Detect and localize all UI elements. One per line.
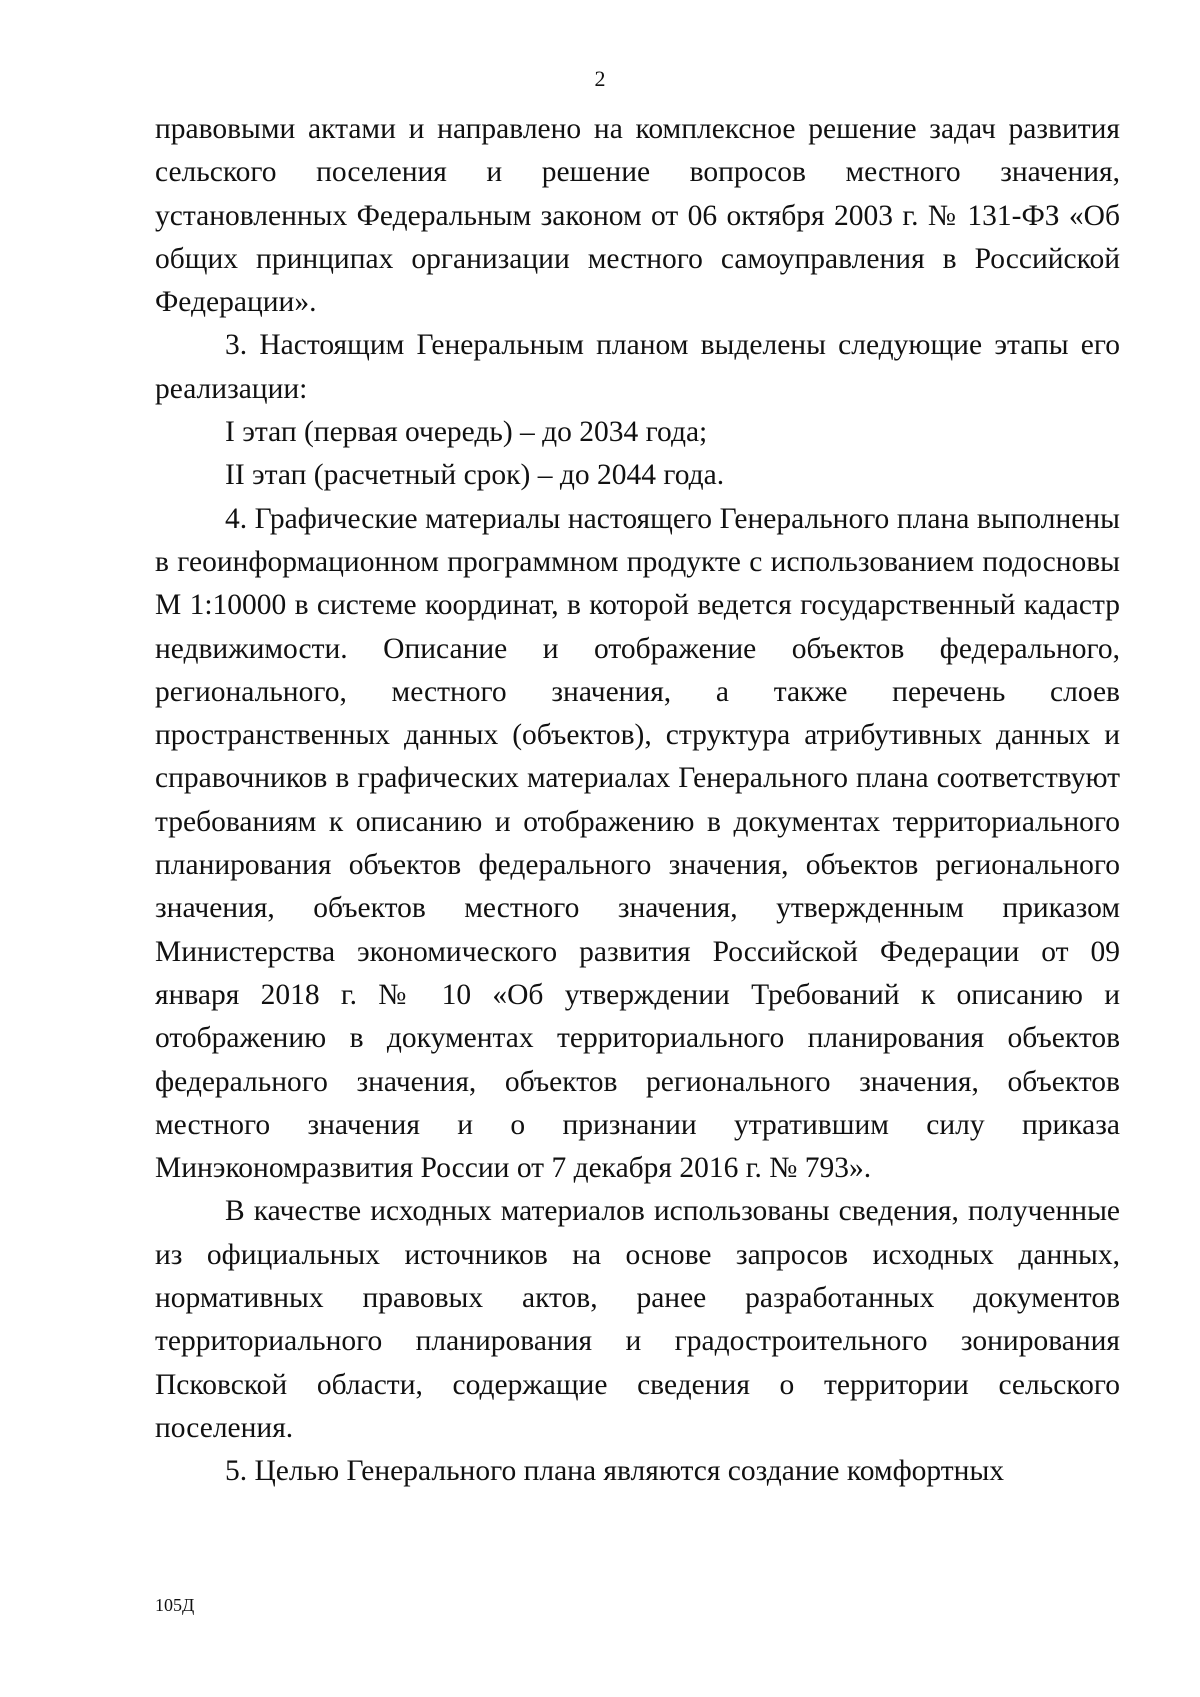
paragraph-source-materials: В качестве исходных материалов использованы сведения, полученные из официальных источников на основе запросов исходных данных, нормативных правовых актов, ранее разработанных документов территориального планирования и градостроительного зонирования Псковской области, содержащие сведения о территории сельского поселения. xyxy=(155,1195,1120,1444)
paragraph-continuation: правовыми актами и направлено на комплексное решение задач развития сельского поселения и решение вопросов местного значения, установленных Федеральным законом от 06 октября 2003 г. № 131-ФЗ «Об общих принципах организации местного самоуправления в Российской Федерации». xyxy=(155,113,1120,319)
paragraph-item-5: 5. Целью Генерального плана являются создание комфортных xyxy=(225,1455,1005,1488)
paragraph-item-3: 3. Настоящим Генеральным планом выделены следующие этапы его реализации: xyxy=(155,329,1120,405)
page-number: 2 xyxy=(594,66,606,91)
footer-code: 105Д xyxy=(155,1595,195,1615)
paragraph-stage-2: II этап (расчетный срок) – до 2044 года. xyxy=(225,459,725,492)
paragraph-stage-1: I этап (первая очередь) – до 2034 года; xyxy=(225,416,708,449)
document-body xyxy=(155,108,1120,1494)
paragraph-item-4: 4. Графические материалы настоящего Генерального плана выполнены в геоинформационном программном продукте с использованием подосновы М 1:10000 в системе координат, в которой ведется государственный кадастр недвижимости. Описание и отображение объектов федерального, регионального, местного значения, а также перечень слоев пространственных данных (объектов), структура атрибутивных данных и справочников в графических материалах Генерального плана соответствуют требованиям к описанию и отображению в документах территориального планирования объектов федерального значения, объектов регионального значения, объектов местного значения, утвержденным приказом Министерства экономического развития Российской Федерации от 09 января 2018 г. № 10 «Об утверждении Требований к описанию и отображению в документах территориального планирования объектов федерального значения, объектов регионального значения, объектов местного значения и о признании утратившим силу приказа Минэкономразвития России от 7 декабря 2016 г. № 793». xyxy=(155,502,1120,1185)
